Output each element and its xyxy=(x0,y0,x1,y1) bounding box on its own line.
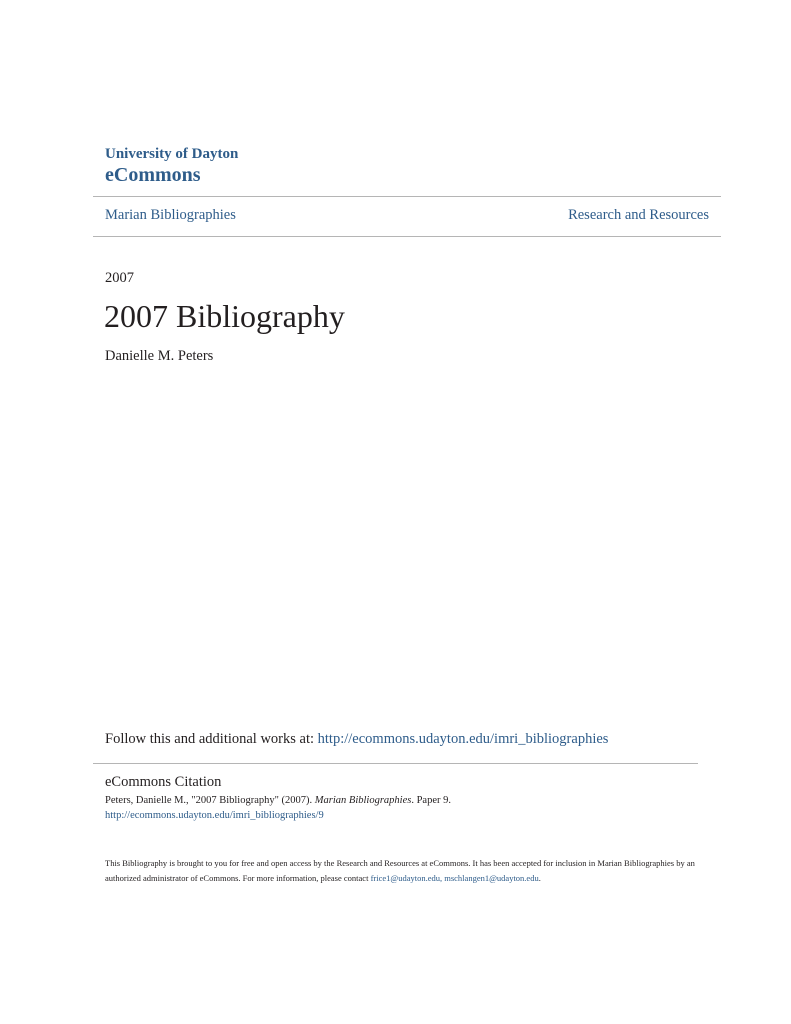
citation-journal: Marian Bibliographies xyxy=(314,795,412,806)
citation-heading: eCommons Citation xyxy=(105,774,222,790)
document-title: 2007 Bibliography xyxy=(104,298,345,334)
header-divider-top xyxy=(93,196,721,197)
citation-url-link[interactable]: http://ecommons.udayton.edu/imri_bibliographies/9 xyxy=(105,810,324,821)
citation-text xyxy=(105,795,451,806)
access-notice xyxy=(105,856,715,886)
publication-year: 2007 xyxy=(105,270,134,286)
access-notice-text: This Bibliography is brought to you for free and open access by the Research and Resources at eCommons. It has been accepted for inclusion in Marian Bibliographies by an authorized administrator of eCommons. For more information, please contact xyxy=(105,858,695,883)
collection-link[interactable]: Marian Bibliographies xyxy=(105,207,236,223)
citation-divider xyxy=(93,763,698,764)
follow-url-link[interactable]: http://ecommons.udayton.edu/imri_bibliographies xyxy=(317,731,609,747)
follow-line xyxy=(105,731,608,748)
follow-prefix: Follow this and additional works at: xyxy=(105,731,318,747)
access-notice-end: . xyxy=(538,873,541,883)
repository-name[interactable]: eCommons xyxy=(105,164,201,186)
contact-email-link[interactable]: frice1@udayton.edu, mschlangen1@udayton.edu xyxy=(370,873,539,883)
citation-suffix: . Paper 9. xyxy=(411,795,452,806)
parent-collection-link[interactable]: Research and Resources xyxy=(568,207,709,223)
institution-name[interactable]: University of Dayton xyxy=(105,146,239,162)
repository-header[interactable] xyxy=(105,145,238,187)
document-author: Danielle M. Peters xyxy=(105,348,214,364)
citation-prefix: Peters, Danielle M., "2007 Bibliography" (2007). xyxy=(105,795,315,806)
header-divider-bottom xyxy=(93,236,721,237)
